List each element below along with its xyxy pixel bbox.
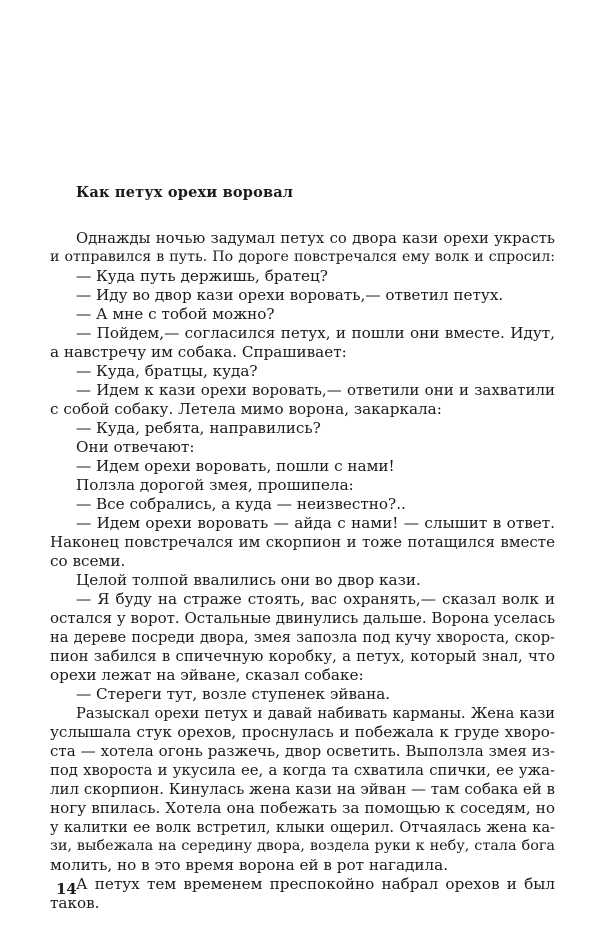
- text-line: Ползла дорогой змея, прошипела:: [76, 476, 354, 494]
- text-line: молить, но в это время ворона ей в рот нагадила.: [50, 856, 449, 874]
- text-line: ста — хотела огонь разжечь, двор осветить. Выползла змея из-: [50, 742, 555, 760]
- text-line: лил скорпион. Кинулась жена кази на эйван — там собака ей в: [50, 780, 555, 798]
- text-line: — Пойдем,— согласился петух, и пошли они вместе. Идут,: [76, 324, 555, 342]
- text-line: — Куда путь держишь, братец?: [76, 267, 328, 285]
- text-line: орехи лежат на эйване, сказал собаке:: [50, 666, 364, 684]
- story-body: [50, 229, 555, 913]
- text-line: зи, выбежала на середину двора, воздела руки к небу, стала бога: [50, 838, 555, 854]
- text-line: — Куда, ребята, направились?: [76, 419, 321, 437]
- page-number: 14: [56, 880, 77, 898]
- text-line: с собой собаку. Летела мимо ворона, закаркала:: [50, 400, 442, 418]
- text-line: — Идем орехи воровать, пошли с нами!: [76, 457, 395, 475]
- text-line: услышала стук орехов, проснулась и побежала к груде хворо-: [50, 723, 555, 741]
- text-line: и отправился в путь. По дороге повстречался ему волк и спросил:: [50, 249, 555, 265]
- text-line: а навстречу им собака. Спрашивает:: [50, 343, 347, 361]
- text-line: — Иду во двор кази орехи воровать,— ответил петух.: [76, 286, 504, 304]
- text-line: у калитки ее волк встретил, клыки ощерил. Отчаялась жена ка-: [50, 819, 555, 836]
- text-line: — Все собрались, а куда — неизвестно?..: [76, 495, 406, 513]
- text-line: — Куда, братцы, куда?: [76, 362, 258, 380]
- text-line: — Идем к кази орехи воровать,— ответили они и захватили: [76, 381, 555, 399]
- text-line: — Идем орехи воровать — айда с нами! — слышит в ответ.: [76, 514, 555, 532]
- text-line: со всеми.: [50, 552, 126, 570]
- text-line: Они отвечают:: [76, 438, 195, 456]
- text-line: под хвороста и укусила ее, а когда та схватила спички, ее ужа-: [50, 762, 555, 779]
- text-line: ногу впилась. Хотела она побежать за помощью к соседям, но: [50, 799, 555, 817]
- text-line: пион забился в спичечную коробку, а петух, который знал, что: [50, 648, 555, 665]
- text-line: А петух тем временем преспокойно набрал орехов и был: [76, 875, 555, 893]
- story-title: Как петух орехи воровал: [76, 184, 294, 201]
- text-line: — Стереги тут, возле ступенек эйвана.: [76, 685, 391, 703]
- text-line: таков.: [50, 894, 100, 912]
- text-line: Наконец повстречался им скорпион и тоже потащился вместе: [50, 533, 555, 551]
- text-line: — Я буду на страже стоять, вас охранять,— сказал волк и: [76, 590, 555, 608]
- text-line: Однажды ночью задумал петух со двора кази орехи украсть: [76, 230, 555, 247]
- text-line: Разыскал орехи петух и давай набивать карманы. Жена кази: [76, 705, 555, 722]
- text-line: на дереве посреди двора, змея запозла под кучу хвороста, скор-: [50, 629, 555, 646]
- text-line: — А мне с тобой можно?: [76, 305, 275, 323]
- text-line: остался у ворот. Остальные двинулись дальше. Ворона уселась: [50, 609, 555, 627]
- text-line: Целой толпой ввалились они во двор кази.: [76, 571, 421, 589]
